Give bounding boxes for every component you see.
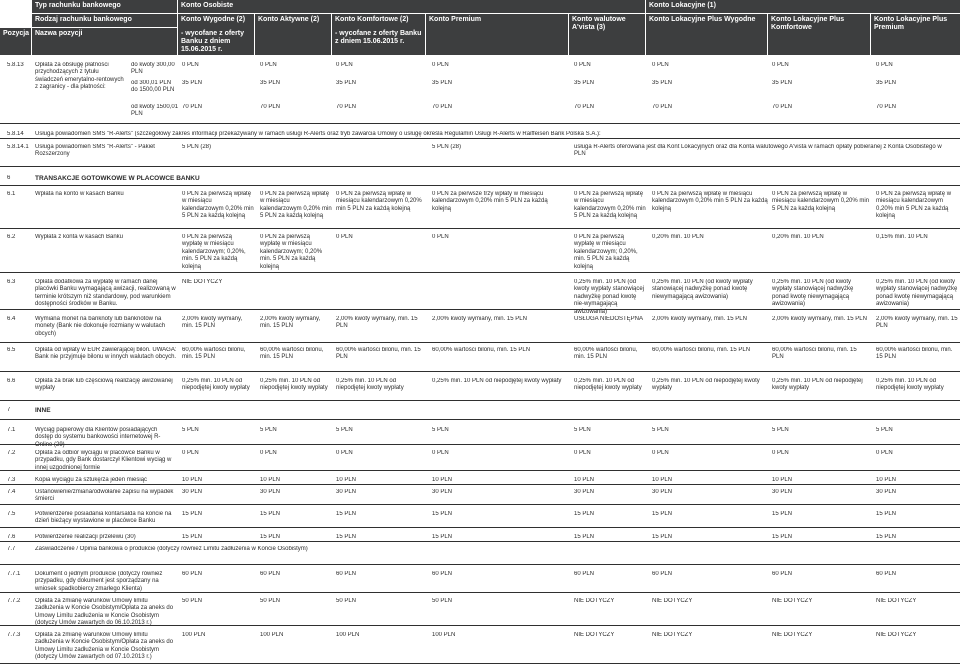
table-row [0, 530, 960, 542]
row-name: INNE [35, 407, 51, 414]
fee-value: 0 PLN za pierwszą wpłatę w miesiącu kalendarzowym 0,20% min 5 PLN za każdą kolejną [260, 191, 332, 220]
fee-value: 60,00% wartości bilonu, min. 15 PLN [432, 347, 531, 353]
fee-value: 0 PLN za pierwsze trzy wpłaty w miesiącu kalendarzowym 0,20% min 5 PLN za każdą kolejną [432, 191, 548, 212]
fee-value: 0 PLN za pierwszą wpłatę w miesiącu kalendarzowym 0,20% min 5 PLN za każdą kolejną [574, 191, 646, 220]
fee-value: 15 PLN [652, 511, 673, 517]
fee-value: 5 PLN [432, 427, 449, 433]
fee-value: 0 PLN za pierwszą wypłatę w miesiącu kalendarzowym; 0,20%, min. 5 PLN za każdą kolejną [574, 234, 638, 270]
row-number: 7.6 [7, 534, 16, 540]
fee-table-body [0, 58, 960, 669]
table-row [0, 230, 960, 273]
row-number: 6 [7, 175, 11, 181]
row-name: Usługa powiadomień SMS "R-Alerts" - Pakiet Rozszerzony [35, 144, 155, 158]
header-cell: Konto Lokacyjne Plus Premium [871, 14, 960, 55]
fee-value: 70 PLN [432, 104, 453, 110]
fee-value: 0 PLN za pierwszą wpłatę w miesiącu kalendarzowym 0,20% min 5 PLN za każdą kolejną [772, 191, 870, 212]
header-cell: Rodzaj rachunku bankowego [32, 14, 177, 27]
header-cell: Konto Lokacyjne Plus Komfortowe [768, 14, 870, 55]
fee-value: 0,25% min. 10 PLN (od kwoty wypłaty stanowiącej nadwyżkę ponad kwotę nie-wymagającą awizowania) [574, 279, 645, 315]
fee-value: 70 PLN [182, 104, 203, 110]
table-row [0, 594, 960, 626]
fee-value: 60 PLN [432, 571, 453, 577]
fee-value: 2,00% kwoty wymiany, min. 15 PLN [772, 316, 867, 322]
fee-value: 10 PLN [574, 477, 595, 483]
header-cell: Konto walutowe A'vista (3) [569, 14, 645, 55]
fee-value: 0 PLN [260, 62, 277, 68]
fee-value: 15 PLN [182, 534, 203, 540]
fee-value: 0 PLN za pierwszą wypłatę w miesiącu kalendarzowym; 0,20%, min. 5 PLN za każdą kolejną [182, 234, 246, 270]
row-name: Opłata za odbiór wyciągu w placówce Banku w przypadku, gdy Bank dostarczył Klientowi wyciąg w innej uzgodnionej formie [35, 450, 172, 471]
fee-value: 0,25% min. 10 PLN (od kwoty wypłaty stanowiącej nadwyżkę ponad kwotę niewymagającą awizowania) [652, 279, 753, 300]
fee-value: 10 PLN [260, 477, 281, 483]
fee-value: NIE DOTYCZY [772, 632, 813, 638]
fee-value: 60,00% wartości bilonu, min. 15 PLN [574, 347, 638, 361]
fee-value: 2,00% kwoty wymiany, min. 15 PLN [260, 316, 321, 330]
fee-value: 15 PLN [574, 534, 595, 540]
table-row [0, 473, 960, 485]
fee-value: 50 PLN [260, 598, 281, 604]
fee-value: 15 PLN [336, 511, 357, 517]
sub-label: od kwoty 1500,01 PLN [131, 104, 179, 118]
fee-value: 0,25% min. 10 PLN od niepodjętej kwoty wypłaty [432, 378, 562, 384]
fee-value: 60 PLN [574, 571, 595, 577]
fee-value: NIE DOTYCZY [574, 632, 615, 638]
fee-value: 50 PLN [336, 598, 357, 604]
fee-value: 5 PLN [876, 427, 893, 433]
row-name: Opłata dodatkowa za wypłatę w ramach danej placówki Banku wymagającą awizacji, realizowaną w terminie krótszym niż standardowy, pod warunkiem dostępności środków w Banku. [35, 279, 176, 308]
fee-value: 30 PLN [772, 489, 793, 495]
row-name: Wpłata na konto w kasach Banku [35, 191, 124, 197]
fee-value: 0 PLN [182, 62, 199, 68]
fee-value: 0,15% min. 10 PLN [876, 234, 928, 240]
row-name: Kopia wyciągu za sztukę/za jeden miesiąc [35, 477, 148, 483]
fee-value: 0 PLN [432, 450, 449, 456]
table-row [0, 312, 960, 343]
fee-value: 100 PLN [336, 632, 360, 638]
fee-value: 70 PLN [260, 104, 281, 110]
fee-value: 30 PLN [574, 489, 595, 495]
table-row [0, 542, 960, 565]
fee-value: 0 PLN [876, 62, 893, 68]
fee-value: NIE DOTYCZY [652, 598, 693, 604]
row-number: 7.7.1 [7, 571, 21, 577]
fee-value: 15 PLN [652, 534, 673, 540]
fee-value: 2,00% kwoty wymiany, min. 15 PLN [652, 316, 747, 322]
table-row [0, 423, 960, 448]
row-name: TRANSAKCJE GOTÓWKOWE W PLACÓWCE BANKU [35, 175, 200, 182]
fee-value: 2,00% kwoty wymiany, min. 15 PLN [432, 316, 527, 322]
fee-value: 0,25% min. 10 PLN (od kwoty wypłaty stanowiącej nadwyżkę ponad kwotę niewymagającą awizowania) [772, 279, 854, 308]
fee-value: 0,25% min. 10 PLN (od kwoty wypłaty stanowiącej nadwyżkę ponad kwotę niewymagającą awizowania) [876, 279, 958, 308]
fee-value: USŁUGA NIEDOSTĘPNA [574, 316, 644, 322]
fee-value: 70 PLN [876, 104, 897, 110]
row-number: 6.2 [7, 234, 16, 240]
fee-value: 0,25% min. 10 PLN od niepodjętej kwoty wypłaty [876, 378, 944, 392]
fee-value: 30 PLN [336, 489, 357, 495]
header-cell: Pozycja [0, 28, 31, 55]
row-number: 7.1 [7, 427, 16, 433]
fee-value: 100 PLN [432, 632, 456, 638]
fee-value: 100 PLN [260, 632, 284, 638]
table-row [0, 275, 960, 315]
fee-value: 5 PLN [260, 427, 277, 433]
fee-value: 15 PLN [182, 511, 203, 517]
table-row [0, 140, 960, 167]
fee-value: 35 PLN [876, 80, 897, 86]
fee-value: 35 PLN [772, 80, 793, 86]
fee-value: usługa R-Alerts oferowana jest dla Kont Lokacyjnych oraz dla Konta walutowego A'vista w ramach opłaty pobieranej z Konta Osobistego w PLN [574, 144, 942, 158]
header-cell: Konto Lokacyjne Plus Wygodne [646, 14, 767, 55]
fee-value: 60 PLN [260, 571, 281, 577]
fee-value: 60 PLN [336, 571, 357, 577]
fee-value: 60,00% wartości bilonu, min. 15 PLN [772, 347, 857, 361]
fee-value: 15 PLN [260, 534, 281, 540]
fee-value: 0 PLN [574, 450, 591, 456]
fee-value: 0,25% min. 10 PLN od niepodjętej kwoty wypłaty [652, 378, 760, 392]
table-row [0, 343, 960, 372]
row-number: 7.7 [7, 546, 16, 552]
row-number: 7.3 [7, 477, 16, 483]
fee-value: 60 PLN [772, 571, 793, 577]
fee-value: 15 PLN [876, 534, 897, 540]
row-name: Opłata za obsługę płatności przychodzących z tytułu świadczeń emerytalno-rentowych z zagranicy - dla płatności: [35, 62, 124, 91]
fee-value: 5 PLN [772, 427, 789, 433]
fee-value: 35 PLN [652, 80, 673, 86]
header-cell: Konto Aktywne (2) [255, 14, 331, 55]
fee-value: 70 PLN [574, 104, 595, 110]
table-row [0, 58, 960, 124]
header-cell: Konto Osobiste [178, 0, 645, 13]
fee-value: 5 PLN [182, 427, 199, 433]
table-row [0, 485, 960, 505]
row-number: 5.8.13 [7, 62, 24, 68]
fee-value: 0 PLN [876, 450, 893, 456]
fee-value: 50 PLN [432, 598, 453, 604]
fee-value: 0,25% min. 10 PLN od niepodjętej kwoty wypłaty [772, 378, 863, 392]
fee-value: 30 PLN [876, 489, 897, 495]
row-name: Opłata za brak lub częściową realizację awizowanej wypłaty [35, 378, 173, 392]
fee-value: 15 PLN [772, 534, 793, 540]
fee-value: 15 PLN [876, 511, 897, 517]
fee-value: 0 PLN [772, 62, 789, 68]
row-number: 7 [7, 407, 11, 413]
table-row [0, 507, 960, 528]
table-header [0, 0, 960, 55]
row-name: Zaświadczenie / Opinia bankowa o produkcie (dotyczy również Limitu zadłużenia w Koncie Osobistym) [35, 546, 308, 552]
header-cell: Konto Komfortowe (2) [332, 14, 425, 55]
fee-value: 10 PLN [336, 477, 357, 483]
fee-value: 0 PLN [652, 62, 669, 68]
row-name: Wypłata z konta w kasach Banku [35, 234, 123, 240]
fee-value: 0 PLN za pierwszą wypłatę w miesiącu kalendarzowym; 0,20% min. 5 PLN za każdą kolejną [260, 234, 323, 270]
row-number: 5.8.14.1 [7, 144, 29, 150]
fee-value: 0 PLN [772, 450, 789, 456]
row-number: 5.8.14 [7, 131, 24, 137]
row-name: Potwierdzenie realizacji przelewu (30) [35, 534, 136, 540]
fee-value: 60,00% wartości bilonu, min. 15 PLN [336, 347, 421, 361]
header-cell: Konto Lokacyjne (1) [646, 0, 960, 13]
fee-value: NIE DOTYCZY [574, 598, 615, 604]
fee-value: 15 PLN [574, 511, 595, 517]
fee-value: 10 PLN [652, 477, 673, 483]
fee-value: 60 PLN [652, 571, 673, 577]
table-row [0, 446, 960, 471]
fee-value: 2,00% kwoty wymiany, min. 15 PLN [182, 316, 243, 330]
fee-value: 60,00% wartości bilonu, min. 15 PLN [182, 347, 246, 361]
fee-value: 30 PLN [182, 489, 203, 495]
row-number: 6.3 [7, 279, 16, 285]
table-row [0, 628, 960, 664]
row-number: 7.5 [7, 511, 16, 517]
fee-value: 5 PLN (28) [432, 144, 462, 150]
fee-value: 2,00% kwoty wymiany, min. 15 PLN [876, 316, 958, 330]
header-cell: Typ rachunku bankowego [32, 0, 177, 13]
fee-value: 15 PLN [432, 511, 453, 517]
row-name: Wyciąg papierowy dla Klientów posiadających dostęp do systemu bankowości internetowej R-Online (29) [35, 427, 161, 448]
fee-value: 0 PLN za pierwszą wpłatę w miesiącu kalendarzowym 0,20% min 5 PLN za każdą kolejną [876, 191, 952, 220]
fee-value: 0 PLN [432, 234, 449, 240]
fee-value: 0 PLN [574, 62, 591, 68]
row-number: 6.6 [7, 378, 16, 384]
fee-value: 0 PLN [336, 62, 353, 68]
fee-value: 35 PLN [336, 80, 357, 86]
fee-value: 0 PLN [652, 450, 669, 456]
fee-value: 60,00% wartości bilonu, min. 15 PLN [652, 347, 751, 353]
fee-value: 70 PLN [336, 104, 357, 110]
header-cell: - wycofane z oferty Banku z dniem 15.06.2015 r. [332, 28, 425, 55]
header-cell: Nazwa pozycji [32, 28, 177, 55]
row-name: Potwierdzenie posiadania konta/salda na koncie na dzień bieżący wystawione w placówce Banku [35, 511, 172, 525]
fee-value: 35 PLN [432, 80, 453, 86]
fee-value: 5 PLN [336, 427, 353, 433]
row-number: 7.4 [7, 489, 16, 495]
fee-value: 15 PLN [432, 534, 453, 540]
row-name: Usługa powiadomień SMS "R-Alerts" (szczegółowy zakres informacji przekazywany w ramach usługi R-Alerts oraz tryb zawarcia Umowy o usługę określa Regulamin Usługi R-Alerts w Raiffeisen Bank Polska S.A.): [35, 131, 601, 137]
fee-value: 30 PLN [652, 489, 673, 495]
section-row [0, 171, 960, 186]
fee-value: 2,00% kwoty wymiany, min. 15 PLN [336, 316, 418, 330]
fee-value: 5 PLN [574, 427, 591, 433]
fee-value: 5 PLN [652, 427, 669, 433]
fee-value: 70 PLN [772, 104, 793, 110]
fee-value: 35 PLN [574, 80, 595, 86]
row-name: Opłata od wpłaty w EUR zawierającej bilon. UWAGA: Bank nie przyjmuje bilonu w innych walutach obcych. [35, 347, 177, 361]
fee-value: 10 PLN [772, 477, 793, 483]
fee-value: 15 PLN [772, 511, 793, 517]
fee-value: NIE DOTYCZY [182, 279, 223, 285]
fee-value: 10 PLN [432, 477, 453, 483]
row-number: 6.1 [7, 191, 16, 197]
fee-value: 100 PLN [182, 632, 206, 638]
fee-value: 60,00% wartości bilonu, min. 15 PLN [260, 347, 324, 361]
fee-value: 0 PLN za pierwszą wpłatę w miesiącu kalendarzowym 0,20% min 5 PLN za każdą kolejną [182, 191, 254, 220]
fee-value: 60 PLN [876, 571, 897, 577]
row-name: Ustanowienie/zmiana/odwołanie zapisu na wypadek śmierci [35, 489, 174, 503]
fee-value: 0 PLN [336, 234, 353, 240]
table-row [0, 567, 960, 593]
fee-value: 0 PLN [260, 450, 277, 456]
fee-value: 35 PLN [260, 80, 281, 86]
row-name: Wymiana monet na banknoty lub banknotów na monety (Bank nie dokonuje rozmiany w walutach obcych) [35, 316, 166, 337]
row-number: 7.7.3 [7, 632, 21, 638]
fee-value: 0,25% min. 10 PLN od niepodjętej kwoty wypłaty [182, 378, 250, 392]
row-number: 6.4 [7, 316, 16, 322]
fee-value: 10 PLN [876, 477, 897, 483]
fee-value: 35 PLN [182, 80, 203, 86]
fee-value: 30 PLN [432, 489, 453, 495]
sub-label: od 300,01 PLN do 1500,00 PLN [131, 80, 175, 94]
fee-value: NIE DOTYCZY [772, 598, 813, 604]
fee-value: 5 PLN (28) [182, 144, 212, 150]
fee-value: 0 PLN [336, 450, 353, 456]
fee-value: 0,25% min. 10 PLN od niepodjętej kwoty wypłaty [260, 378, 328, 392]
fee-value: 0,20% min. 10 PLN [652, 234, 704, 240]
row-number: 7.2 [7, 450, 16, 456]
table-row [0, 187, 960, 229]
header-cell: - wycofane z oferty Banku z dniem 15.06.2015 r. [178, 28, 254, 55]
fee-value: 60,00% wartości bilonu, min. 15 PLN [876, 347, 953, 361]
fee-value: 50 PLN [182, 598, 203, 604]
header-cell: Konto Premium [426, 14, 568, 55]
fee-value: 0,20% min. 10 PLN [772, 234, 824, 240]
table-row [0, 374, 960, 401]
fee-value: 0 PLN za pierwszą wpłatę w miesiącu kalendarzowym 0,20% min 5 PLN za każdą kolejną [652, 191, 768, 212]
fee-value: NIE DOTYCZY [876, 632, 917, 638]
fee-value: 30 PLN [260, 489, 281, 495]
fee-value: 0 PLN za pierwszą wpłatę w miesiącu kalendarzowym 0,20% min 5 PLN za każdą kolejną [336, 191, 422, 212]
fee-value: NIE DOTYCZY [652, 632, 693, 638]
row-number: 6.5 [7, 347, 16, 353]
header-cell: Konto Wygodne (2) [178, 14, 254, 55]
fee-value: 15 PLN [336, 534, 357, 540]
fee-value: 60 PLN [182, 571, 203, 577]
row-number: 7.7.2 [7, 598, 21, 604]
fee-value: 15 PLN [260, 511, 281, 517]
row-name: Dokument o jednym produkcie (dotyczy również przypadku, gdy dokument jest sporządzany na wniosek spadkobiercy zmarłego Klienta) [35, 571, 163, 592]
row-name: Opłata za zmianę warunków Umowy limitu zadłużenia w Koncie Osobistym/Opłata za aneks do Umowy Limitu zadłużenia w Koncie Osobistym (dotyczy Umów zawartych od 07.10.2013 r.) [35, 632, 174, 661]
table-row [0, 127, 960, 139]
fee-value: 0,25% min. 10 PLN od niepodjętej kwoty wypłaty [336, 378, 404, 392]
fee-value: 0 PLN [432, 62, 449, 68]
fee-value: 70 PLN [652, 104, 673, 110]
fee-value: 0 PLN [182, 450, 199, 456]
fee-value: NIE DOTYCZY [876, 598, 917, 604]
fee-value: 10 PLN [182, 477, 203, 483]
sub-label: do kwoty 300,00 PLN [131, 62, 175, 76]
section-row [0, 403, 960, 420]
row-name: Opłata za zmianę warunków Umowy limitu zadłużenia w Koncie Osobistym/Opłata za aneks do Umowy Limitu zadłużenia w Koncie Osobistym (dotyczy Umów zawartych do 06.10.2013 r.) [35, 598, 174, 627]
fee-value: 0,25% min. 10 PLN od niepodjętej kwoty wypłaty [574, 378, 642, 392]
